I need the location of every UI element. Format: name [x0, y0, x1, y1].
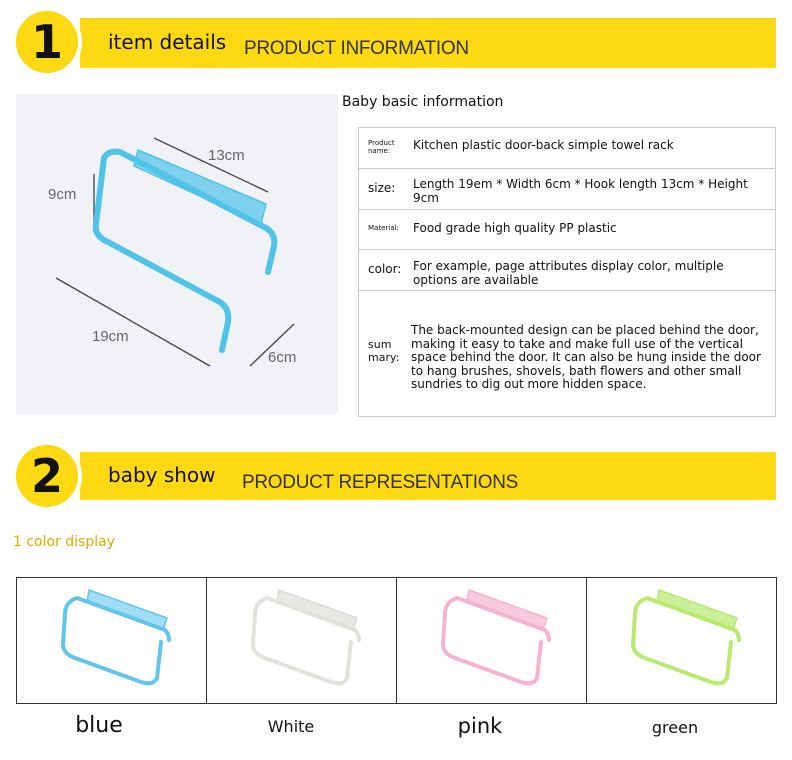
info-row-product-name: [359, 128, 775, 168]
swatch-plate: [277, 590, 357, 630]
dim-label-top: 13cm: [208, 147, 245, 164]
info-value-color: For example, page attributes display color, multiple options are available: [413, 259, 724, 287]
rack-white-image: [207, 578, 396, 703]
section-2-number-badge: [12, 441, 82, 511]
section-2-number: 2: [30, 449, 63, 503]
product-photo: [16, 94, 338, 414]
swatch-frame: [443, 598, 549, 683]
section-2-subtitle: PRODUCT REPRESENTATIONS: [242, 472, 519, 493]
rack-green-image: [587, 578, 776, 703]
info-value-product-name: Kitchen plastic door-back simple towel rack: [413, 138, 674, 152]
caption-green: green: [651, 718, 699, 737]
swatch-plate: [467, 590, 547, 630]
info-value-material: Food grade high quality PP plastic: [413, 221, 617, 235]
section-1-number-badge: [12, 7, 82, 77]
towel-rack-image: [16, 94, 338, 414]
rack-back-plate: [134, 150, 266, 224]
swatch-frame: [63, 598, 169, 683]
info-row-size: [359, 168, 775, 209]
rack-shape: [96, 150, 275, 350]
dim-label-right: 6cm: [268, 349, 297, 366]
info-label-size: size:: [368, 181, 396, 195]
dim-label-left: 9cm: [48, 186, 77, 203]
section-1-number: 1: [30, 15, 63, 69]
swatch-frame: [633, 598, 739, 683]
info-title: Baby basic information: [342, 94, 504, 110]
rack-pink-image: [397, 578, 586, 703]
info-row-summary: [359, 290, 775, 417]
swatch-plate: [657, 590, 737, 630]
swatch-frame: [253, 598, 359, 683]
swatch-plate: [87, 590, 167, 630]
info-label-summary: sum mary:: [368, 338, 400, 364]
rack-blue-image: [17, 578, 206, 703]
info-value-size: Length 19em * Width 6cm * Hook length 13cm * Height 9cm: [413, 177, 748, 205]
info-label-material: Material:: [368, 224, 399, 232]
color-display-label: 1 color display: [13, 534, 115, 550]
info-label-product-name: Product name:: [368, 139, 395, 155]
info-table: [358, 127, 776, 417]
section-1-title: item details: [108, 30, 227, 54]
section-1-subtitle: PRODUCT INFORMATION: [244, 38, 469, 59]
info-value-summary: The back-mounted design can be placed behind the door, making it easy to take and make full use of the vertical space behind the door. It can also be hung inside the door to hang brushes, shovels, bath flowers and other small sundries to dig out more hidden space.: [411, 323, 761, 391]
dim-line-bottom: [56, 278, 210, 366]
swatch-pink[interactable]: [397, 578, 587, 703]
info-row-color: [359, 249, 775, 290]
dim-label-bottom: 19cm: [92, 328, 129, 345]
caption-blue: blue: [75, 713, 123, 738]
section-2-title: baby show: [108, 463, 216, 487]
swatch-white[interactable]: [207, 578, 397, 703]
info-row-material: [359, 209, 775, 249]
color-swatch-grid: [16, 577, 777, 704]
caption-white: White: [267, 717, 315, 736]
swatch-green[interactable]: [587, 578, 776, 703]
swatch-blue[interactable]: [17, 578, 207, 703]
caption-pink: pink: [457, 714, 503, 738]
info-label-color: color:: [368, 262, 402, 276]
